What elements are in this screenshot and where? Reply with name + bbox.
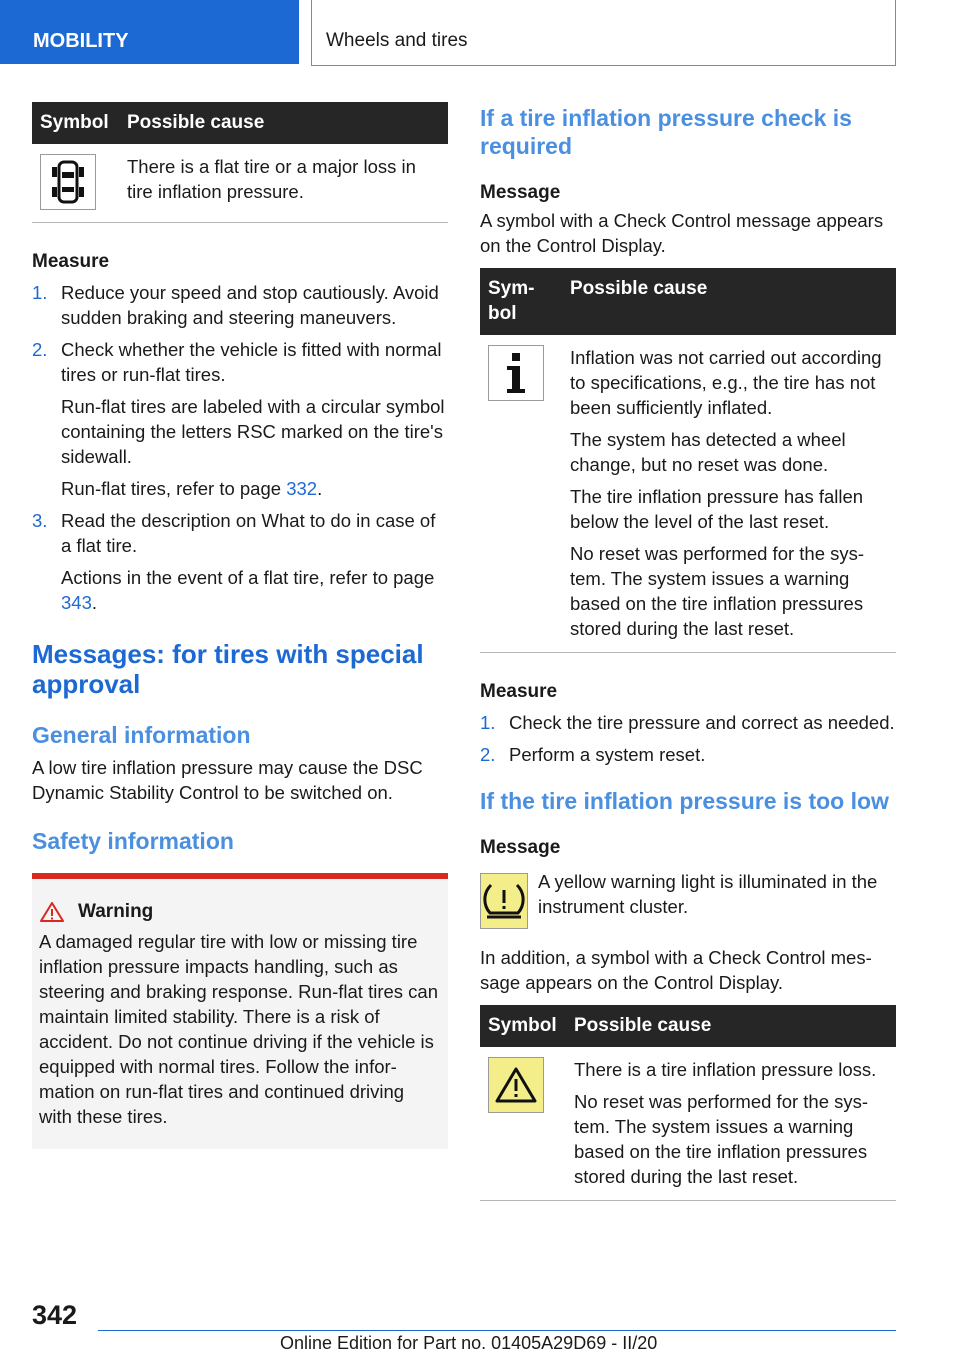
- list-item: [32, 508, 448, 615]
- step-number: 1.: [480, 712, 496, 733]
- table-header-symbol: Symbol: [480, 268, 562, 335]
- warning-triangle-icon: [488, 1057, 544, 1113]
- subheading-safety-information: Safety information: [32, 828, 234, 854]
- section-heading-special-approval: Messages: for tires with special approval: [32, 639, 424, 699]
- step-extra: Run-flat tires are labeled with a circular symbol containing the letters RSC marked on the tire's sidewall.: [61, 396, 445, 467]
- step-text: Reduce your speed and stop cautiously. Avoid sudden braking and steering maneuvers.: [61, 282, 439, 328]
- flat-tire-car-icon: [40, 154, 96, 210]
- table-header-cause: Possible cause: [562, 268, 896, 335]
- measure-heading: Measure: [32, 251, 110, 272]
- list-item: [32, 280, 448, 330]
- step-text: Perform a system reset.: [509, 744, 706, 765]
- right-column: [480, 102, 896, 1201]
- cause-text: Inflation was not carried out according to specifications, e.g., the tire has not been sufficiently inflated.: [570, 347, 882, 418]
- step-number: 2.: [32, 339, 48, 360]
- subheading-general-information: General information: [32, 722, 251, 748]
- edition-text: Online Edition for Part no. 01405A29D69 - II/20: [280, 1333, 658, 1353]
- symbol-table-check-required: [480, 268, 896, 653]
- table-header-symbol: Symbol: [32, 102, 119, 144]
- left-column: [32, 102, 448, 1149]
- footer-divider: [98, 1330, 896, 1331]
- step-number: 2.: [480, 744, 496, 765]
- step-text: Check whether the vehicle is fitted with normal tires or run-flat tires.: [61, 339, 442, 385]
- table-header-cause: Possible cause: [119, 102, 448, 144]
- table-header-cause: Possible cause: [566, 1005, 896, 1047]
- measure-steps: [480, 710, 896, 767]
- section-tab[interactable]: MOBILITY: [0, 0, 299, 64]
- cause-text: The system has detected a wheel change, but no reset was done.: [570, 429, 846, 475]
- tire-pressure-warning-icon: [480, 873, 528, 929]
- info-icon: [488, 345, 544, 401]
- table-row: [32, 144, 448, 223]
- symbol-table-flat-tire: [32, 102, 448, 223]
- cause-text: The tire inflation pressure has fallen below the level of the last reset.: [570, 486, 864, 532]
- cause-text: No reset was performed for the system. The system issues a warning based on the tire inflation pressures stored during the last reset.: [570, 543, 865, 639]
- message-heading: Message: [480, 182, 561, 203]
- warning-triangle-icon: [39, 901, 65, 923]
- subheading-check-required: If a tire inflation pressure check is required: [480, 105, 852, 159]
- step-number: 1.: [32, 282, 48, 303]
- page-link-332[interactable]: 332: [286, 478, 318, 499]
- list-item: [480, 710, 896, 735]
- cause-text: There is a flat tire or a major loss in tire inflation pressure.: [119, 144, 448, 223]
- warning-light-row: [480, 869, 896, 929]
- cause-text: There is a tire inflation pressure loss.: [574, 1059, 877, 1080]
- general-information-text: A low tire inflation pressure may cause the DSC Dynamic Stability Control to be switched on.: [32, 757, 423, 803]
- measure-heading: Measure: [480, 681, 558, 702]
- step-reference: Run-flat tires, refer to page 332.: [61, 478, 323, 499]
- page-header: [0, 0, 960, 66]
- warning-text: A damaged regular tire with low or missing tire inflation pressure impacts handling, such as steering and braking response. Run-flat tires can maintain limited stability. There is a risk of accident. Do not continue driving if the vehicle is equipped with normal tires. Follow the information on run-flat tires and continued driving with these tires.: [39, 931, 438, 1127]
- page-number: 342: [32, 1300, 78, 1330]
- step-text: Read the description on What to do in case of a flat tire.: [61, 510, 436, 556]
- page-link-343[interactable]: 343: [61, 592, 92, 613]
- message-heading: Message: [480, 837, 561, 858]
- warning-title: Warning: [78, 901, 154, 922]
- step-number: 3.: [32, 510, 48, 531]
- table-header-symbol: Symbol: [480, 1005, 566, 1047]
- list-item: [32, 337, 448, 501]
- addition-text: In addition, a symbol with a Check Control message appears on the Control Display.: [480, 947, 872, 993]
- step-reference: Actions in the event of a flat tire, refer to page 343.: [61, 567, 435, 613]
- symbol-table-pressure-loss: [480, 1005, 896, 1201]
- message-text: A symbol with a Check Control message appears on the Control Display.: [480, 210, 884, 256]
- table-row: [480, 1047, 896, 1201]
- chapter-title: Wheels and tires: [311, 0, 896, 66]
- warning-light-text: A yellow warning light is illuminated in the instrument cluster.: [538, 871, 878, 917]
- subheading-pressure-too-low: If the tire inflation pressure is too low: [480, 788, 889, 814]
- warning-title-row: [39, 901, 440, 923]
- list-item: [480, 742, 896, 767]
- table-row: [480, 335, 896, 653]
- step-text: Check the tire pressure and correct as needed.: [509, 712, 895, 733]
- cause-text: No reset was performed for the system. The system issues a warning based on the tire inflation pressures stored during the last reset.: [574, 1091, 869, 1187]
- warning-box: [32, 873, 448, 1149]
- measure-steps: [32, 280, 448, 615]
